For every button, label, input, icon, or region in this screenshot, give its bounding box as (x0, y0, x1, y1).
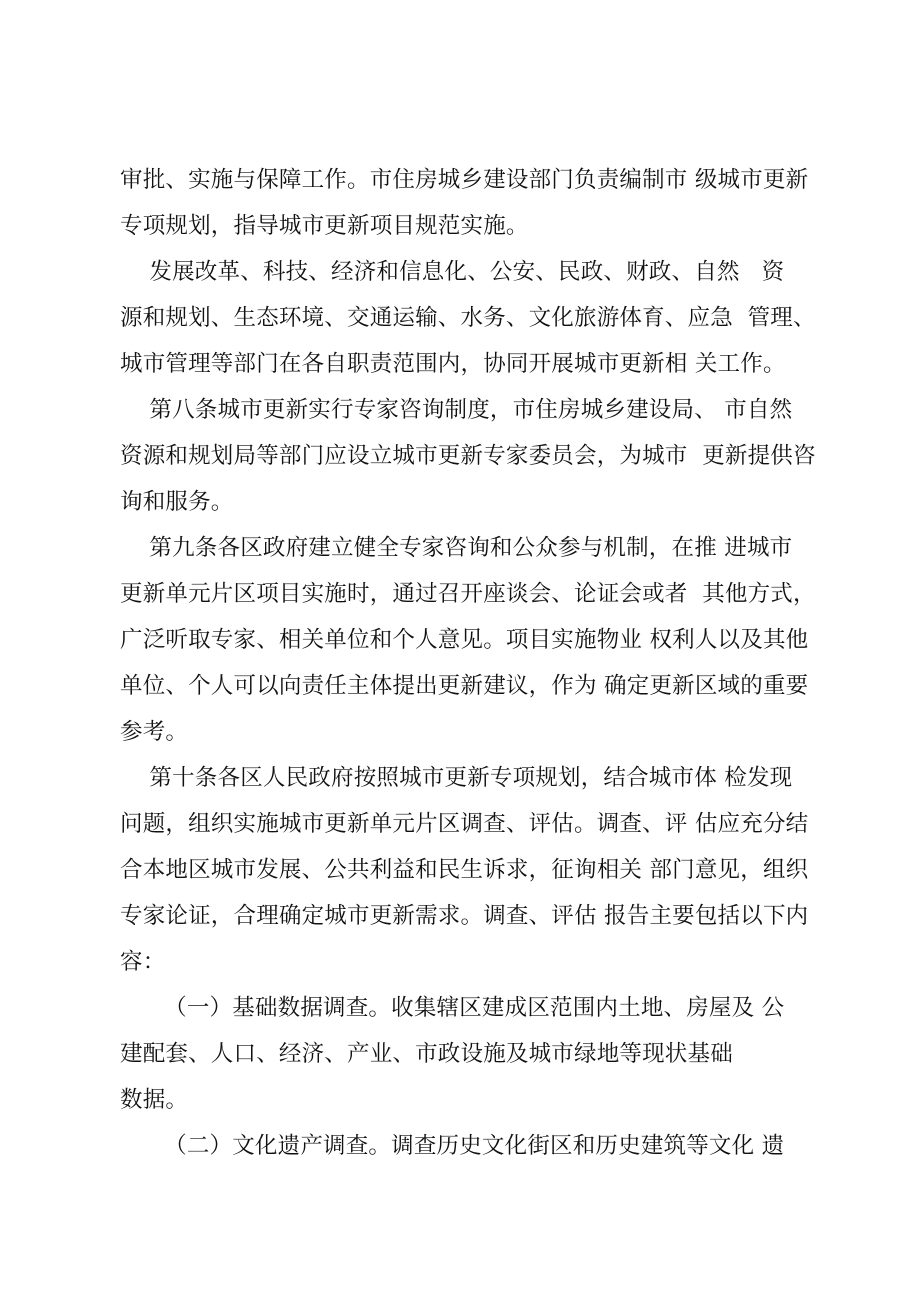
text-line: 源和规划、生态环境、交通运输、水务、文化旅游体育、应急 管理、 (120, 305, 816, 331)
text-line: 容： (120, 949, 166, 975)
text-line: 建配套、人口、经济、产业、市政设施及城市绿地等现状基础 (120, 1041, 733, 1067)
text-line: 合本地区城市发展、公共利益和民生诉求，征询相关 部门意见，组织 (120, 857, 809, 883)
article-9-line: 第九条各区政府建立健全专家咨询和公众参与机制，在推 进城市 (120, 535, 793, 561)
text-line: 参考。 (120, 719, 189, 745)
text-line: 询和服务。 (120, 489, 234, 515)
text-line: 单位、个人可以向责任主体提出更新建议，作为 确定更新区域的重要 (120, 673, 809, 699)
text-line: 专项规划，指导城市更新项目规范实施。 (120, 213, 529, 239)
list-item-2-line: （二）文化遗产调查。调查历史文化街区和历史建筑等文化 遗 (120, 1133, 785, 1159)
text-line: 资源和规划局等部门应设立城市更新专家委员会，为城市 更新提供咨 (120, 443, 816, 469)
text-line: 问题，组织实施城市更新单元片区调查、评估。调查、评 估应充分结 (120, 811, 809, 837)
text-line: 更新单元片区项目实施时，通过召开座谈会、论证会或者 其他方式， (120, 581, 816, 607)
article-10-line: 第十条各区人民政府按照城市更新专项规划，结合城市体 检发现 (120, 765, 793, 791)
article-8-line: 第八条城市更新实行专家咨询制度，市住房城乡建设局、 市自然 (120, 397, 793, 423)
text-line: 专家论证，合理确定城市更新需求。调查、评估 报告主要包括以下内 (120, 903, 809, 929)
text-line: 广泛听取专家、相关单位和个人意见。项目实施物业 权利人以及其他 (120, 627, 809, 653)
text-line: 数据。 (120, 1087, 189, 1113)
list-item-1-line: （一）基础数据调查。收集辖区建成区范围内土地、房屋及 公 (120, 995, 785, 1021)
text-line: 城市管理等部门在各自职责范围内，协同开展城市更新相 关工作。 (120, 351, 786, 377)
text-line: 审批、实施与保障工作。市住房城乡建设部门负责编制市 级城市更新 (120, 167, 809, 193)
paragraph-line: 发展改革、科技、经济和信息化、公安、民政、财政、自然 资 (120, 259, 785, 285)
